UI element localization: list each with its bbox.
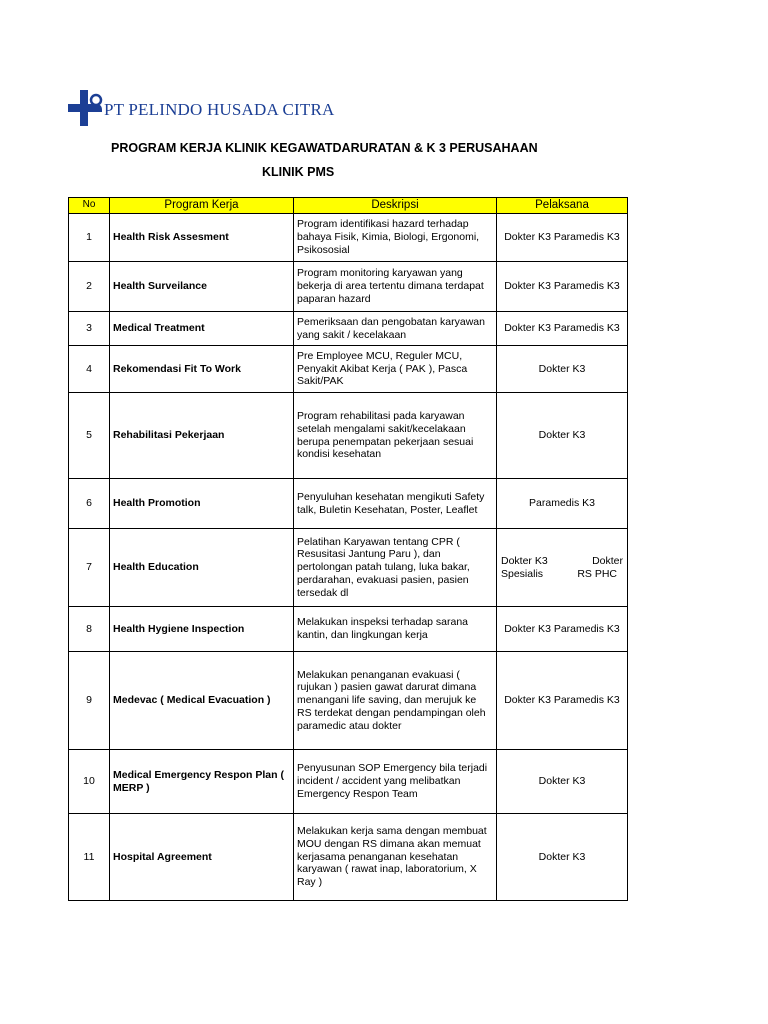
row-program: Health Risk Assesment [110, 214, 294, 262]
row-pelaksana [497, 529, 628, 607]
row-deskripsi: Pelatihan Karyawan tentang CPR ( Resusitasi Jantung Paru ), dan pertolongan patah tulang, luka bakar, perdarahan, evakuasi pasien, pasien tersedak dl [294, 529, 497, 607]
row-deskripsi: Program identifikasi hazard terhadap bahaya Fisik, Kimia, Biologi, Ergonomi, Psikososial [294, 214, 497, 262]
row-deskripsi: Penyuluhan kesehatan mengikuti Safety talk, Buletin Kesehatan, Poster, Leaflet [294, 479, 497, 529]
pelaksana-dokter-k3: Dokter K3 [501, 554, 548, 567]
row-pelaksana: Dokter K3 [497, 750, 628, 814]
table-row [69, 652, 628, 750]
table-row [69, 262, 628, 312]
pelaksana-rs-phc: RS PHC [577, 567, 617, 580]
row-pelaksana: Dokter K3 Paramedis K3 [497, 607, 628, 652]
row-program: Health Hygiene Inspection [110, 607, 294, 652]
header-program: Program Kerja [110, 198, 294, 214]
row-no: 2 [69, 262, 110, 312]
row-no: 6 [69, 479, 110, 529]
header-no: No [69, 198, 110, 214]
pelaksana-dokter: Dokter [592, 554, 623, 567]
row-pelaksana: Dokter K3 [497, 393, 628, 479]
row-pelaksana: Dokter K3 [497, 346, 628, 393]
row-program: Health Surveilance [110, 262, 294, 312]
row-deskripsi: Melakukan penanganan evakuasi ( rujukan ) pasien gawat darurat dimana menangani life saving, dan merujuk ke RS terdekat dengan pendampingan oleh paramedic atau dokter [294, 652, 497, 750]
row-program: Medical Emergency Respon Plan ( MERP ) [110, 750, 294, 814]
row-deskripsi: Program monitoring karyawan yang bekerja di area tertentu dimana terdapat paparan hazard [294, 262, 497, 312]
row-program: Rehabilitasi Pekerjaan [110, 393, 294, 479]
row-no: 9 [69, 652, 110, 750]
row-program: Rekomendasi Fit To Work [110, 346, 294, 393]
row-program: Health Promotion [110, 479, 294, 529]
row-pelaksana: Dokter K3 Paramedis K3 [497, 312, 628, 346]
row-program: Medical Treatment [110, 312, 294, 346]
company-name: PT PELINDO HUSADA CITRA [104, 100, 335, 119]
table-row [69, 393, 628, 479]
row-no: 5 [69, 393, 110, 479]
cross-logo-icon [66, 88, 106, 128]
row-deskripsi: Program rehabilitasi pada karyawan setelah mengalami sakit/kecelakaan berupa penempatan pekerjaan sesuai kondisi kesehatan [294, 393, 497, 479]
table-row [69, 529, 628, 607]
row-no: 4 [69, 346, 110, 393]
table-row [69, 814, 628, 901]
row-program: Medevac ( Medical Evacuation ) [110, 652, 294, 750]
title-line-2: KLINIK PMS [262, 165, 335, 179]
table-row [69, 479, 628, 529]
row-no: 3 [69, 312, 110, 346]
row-no: 1 [69, 214, 110, 262]
row-program: Health Education [110, 529, 294, 607]
table-row [69, 214, 628, 262]
table-header-row [69, 198, 628, 214]
row-pelaksana: Dokter K3 Paramedis K3 [497, 652, 628, 750]
row-pelaksana: Dokter K3 Paramedis K3 [497, 262, 628, 312]
row-no: 8 [69, 607, 110, 652]
row-no: 11 [69, 814, 110, 901]
table-row [69, 312, 628, 346]
row-deskripsi: Melakukan kerja sama dengan membuat MOU dengan RS dimana akan memuat kerjasama penanganan kesehatan karyawan ( rawat inap, laboratorium, X Ray ) [294, 814, 497, 901]
title-line-1: PROGRAM KERJA KLINIK KEGAWATDARURATAN & K 3 PERUSAHAAN [111, 141, 538, 155]
row-no: 7 [69, 529, 110, 607]
header-deskripsi: Deskripsi [294, 198, 497, 214]
company-logo [66, 88, 335, 128]
table-row [69, 346, 628, 393]
table-row [69, 750, 628, 814]
row-deskripsi: Penyusunan SOP Emergency bila terjadi incident / accident yang melibatkan Emergency Respon Team [294, 750, 497, 814]
row-pelaksana: Dokter K3 Paramedis K3 [497, 214, 628, 262]
pelaksana-spesialis: Spesialis [501, 567, 544, 580]
row-no: 10 [69, 750, 110, 814]
row-program: Hospital Agreement [110, 814, 294, 901]
row-pelaksana: Dokter K3 [497, 814, 628, 901]
table-row [69, 607, 628, 652]
row-deskripsi: Pre Employee MCU, Reguler MCU, Penyakit Akibat Kerja ( PAK ), Pasca Sakit/PAK [294, 346, 497, 393]
program-table [68, 197, 628, 901]
header-pelaksana: Pelaksana [497, 198, 628, 214]
row-deskripsi: Pemeriksaan dan pengobatan karyawan yang sakit / kecelakaan [294, 312, 497, 346]
row-deskripsi: Melakukan inspeksi terhadap sarana kantin, dan lingkungan kerja [294, 607, 497, 652]
row-pelaksana: Paramedis K3 [497, 479, 628, 529]
